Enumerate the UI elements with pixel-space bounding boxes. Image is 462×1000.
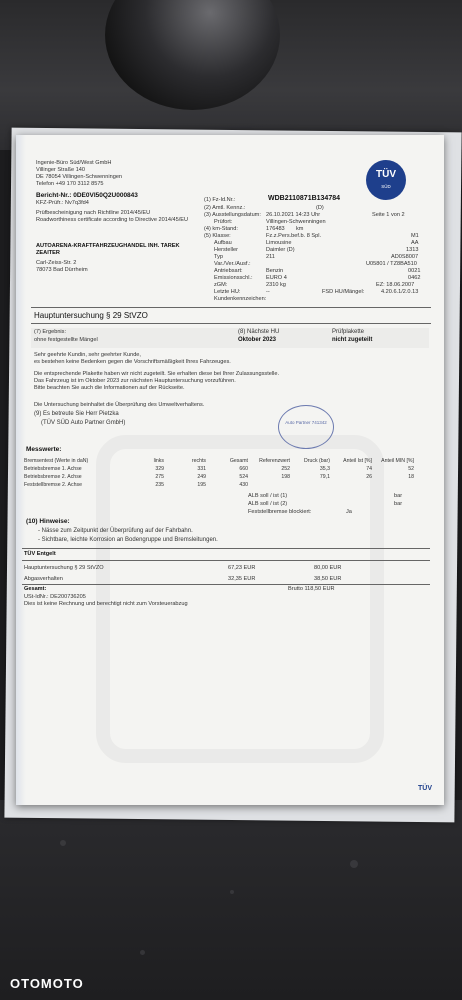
plakette-value: nicht zugeteilt — [332, 337, 373, 343]
emission-value: EURO 4 — [266, 275, 287, 281]
table-cell — [250, 481, 292, 489]
table-cell — [292, 481, 332, 489]
table-header-cell: links — [153, 457, 164, 464]
table-cell: Betriebsbremse 1. Achse — [24, 465, 82, 472]
report-number: Bericht-Nr.: 0DE0VI50Q2U000843 — [36, 192, 138, 199]
entgelt-note: Dies ist keine Rechnung und berechtigt nicht zum Vorsteuerabzug — [24, 601, 188, 607]
fin-value: WDB2110871B134784 — [268, 195, 340, 202]
var-label: Var./Ver./Ausf.: — [214, 261, 251, 267]
betreut-b: (TÜV SÜD Auto Partner GmbH) — [41, 420, 126, 426]
aufbau-label: Aufbau — [214, 240, 232, 246]
issuer-line-1: Ingenie-Büro Süd/West GmbH — [36, 160, 112, 166]
table-header-cell: Bremsentest (Werte in daN) — [24, 457, 89, 464]
table-cell — [332, 481, 374, 489]
owner-line-4: 78073 Bad Dürrheim — [36, 267, 88, 273]
typ-label: Typ — [214, 254, 224, 260]
background-bottom — [0, 800, 462, 1000]
next-hu-label: (8) Nächste HU — [238, 329, 280, 335]
vehicle-right-4: U05801 / TZ8BA510 — [366, 261, 417, 267]
table-cell: 235 — [155, 481, 164, 488]
tuv-sud-logo — [366, 160, 406, 200]
hinweis-item: - Nässe zum Zeitpunkt der Überprüfung auf der Fahrbahn. — [38, 528, 193, 534]
klasse-label: (5) Klasse: — [204, 233, 231, 239]
entgelt-row-net: 67,23 EUR — [228, 565, 256, 571]
letzte-hu-value: -- — [266, 289, 270, 295]
feststell-label: Feststellbremse blockiert: — [248, 509, 312, 515]
vehicle-right-9: 4.20.6.1/2.0.13 — [381, 289, 419, 295]
antrieb-label: Antriebsart: — [214, 268, 243, 274]
owner-line-1: AUTOARENA-KRAFTFAHRZEUGHANDEL INH. TAREK — [36, 243, 180, 249]
inspection-stamp — [278, 405, 334, 449]
issuer-line-3: DE 78054 Villingen-Schwenningen — [36, 174, 123, 180]
table-cell: 26 — [366, 473, 372, 480]
table-cell: 79,1 — [319, 473, 330, 480]
hinweis-item: - Sichtbare, leichte Korrosion an Bodengruppe und Bremsleitungen. — [38, 537, 218, 543]
zgm-value: 2310 kg — [266, 282, 286, 288]
unit-bar-1: bar — [394, 493, 403, 499]
date-value: 26.10.2021 14:23 Uhr — [266, 212, 321, 218]
kunden-label: Kundenkennzeichen: — [214, 296, 267, 302]
table-cell: Betriebsbremse 2. Achse — [24, 473, 82, 480]
table-cell: 18 — [408, 473, 414, 480]
vehicle-right-2: 1313 — [406, 247, 419, 253]
issuer-line-2: Villinger Straße 140 — [36, 167, 86, 173]
entgelt-row-gross: 80,00 EUR — [314, 565, 342, 571]
vehicle-right-1: AA — [411, 240, 419, 246]
table-cell: 249 — [197, 473, 206, 480]
vehicle-right-6: 0462 — [408, 275, 421, 281]
directive-en: Roadworthiness certificate according to Directive 2014/45/EU — [36, 217, 189, 223]
table-header-cell: Anteil MIN [%] — [381, 457, 414, 464]
letter-p3: Die Untersuchung beinhaltet die Überprüfung des Umweltverhaltens. — [34, 402, 205, 408]
fin-label: (1) Fz-Id.Nr.: — [204, 197, 236, 203]
table-header-cell: rechts — [191, 457, 206, 464]
zgm-label: zGM: — [214, 282, 228, 288]
entgelt-row-net: 32,35 EUR — [228, 576, 256, 582]
divider — [31, 307, 431, 308]
alb-1: ALB soll / ist (1) — [248, 493, 288, 499]
amtl-label: (2) Amtl. Kennz.: — [204, 205, 246, 211]
stamp-text: Auto Partner 741342 — [285, 420, 327, 425]
betreut-a: (9) Es betreute Sie Herr Pietzka — [34, 411, 119, 417]
table-cell: 195 — [197, 481, 206, 488]
hersteller-label: Hersteller — [214, 247, 238, 253]
prufort-label: Prüfort: — [214, 219, 233, 225]
amtl-value: (D) — [316, 205, 324, 211]
date-label: (3) Ausstellungsdatum: — [204, 212, 261, 218]
table-cell: 660 — [239, 465, 248, 472]
tuv-report-document — [16, 135, 444, 805]
table-cell: Feststellbremse 2. Achse — [24, 481, 82, 488]
vehicle-right-7: EZ: 18.06.2007 — [376, 282, 415, 288]
antrieb-value: Benzin — [266, 268, 284, 274]
owner-line-3: Carl-Zeiss-Str. 2 — [36, 260, 77, 266]
letter-p2a: Die entsprechende Plakette haben wir nicht zugeteilt. Sie erhalten diese bei Ihrer Zulassungsstelle. — [34, 371, 280, 377]
km-unit: km — [296, 226, 304, 232]
aufbau-value: Limousine — [266, 240, 292, 246]
kfz-prufer: KFZ-Prüfr.: Nv7q3fd4 — [36, 200, 89, 206]
table-cell: 74 — [366, 465, 372, 472]
letter-p2c: Bitte beachten Sie auch die Informationen auf der Rückseite. — [34, 385, 185, 391]
letter-p2b: Das Fahrzeug ist im Oktober 2023 zur nächsten Hauptuntersuchung vorzuführen. — [34, 378, 236, 384]
tuv-logo-sub: SÜD — [381, 184, 391, 189]
entgelt-title: TÜV Entgelt — [24, 551, 56, 557]
table-cell: 198 — [281, 473, 290, 480]
divider — [22, 560, 430, 561]
table-cell: 331 — [197, 465, 206, 472]
entgelt-row-gross: 38,50 EUR — [314, 576, 342, 582]
owner-line-2: ZEAITER — [36, 250, 60, 256]
table-row — [22, 473, 416, 481]
feststell-value: Ja — [346, 509, 352, 515]
divider — [31, 323, 431, 324]
unit-bar-2: bar — [394, 501, 403, 507]
ust-idnr: USt-IdNr.: DE200736205 — [24, 594, 86, 600]
plakette-label: Prüfplakette — [332, 329, 365, 335]
prufort-value: Villingen-Schwenningen — [266, 219, 326, 225]
entgelt-row-label: Abgasverhalten — [24, 576, 63, 582]
tuv-footer-logo: TÜV — [418, 785, 432, 792]
tuv-logo-text: TÜV — [376, 169, 396, 180]
letzte-hu-label: Letzte HU: — [214, 289, 241, 295]
divider — [22, 548, 430, 549]
page-indicator: Seite 1 von 2 — [372, 212, 405, 218]
table-cell: 275 — [155, 473, 164, 480]
directive-de: Prüfbescheinigung nach Richtline 2014/45/EU — [36, 210, 151, 216]
vehicle-right-5: 0021 — [408, 268, 421, 274]
ergebnis-value: ohne festgestellte Mängel — [34, 337, 98, 343]
entgelt-row-label: Hauptuntersuchung § 29 StVZO — [24, 565, 104, 571]
emission-label: Emissionsschl.: — [214, 275, 253, 281]
table-cell: 252 — [281, 465, 290, 472]
table-cell: 430 — [239, 481, 248, 488]
table-cell: 52 — [408, 465, 414, 472]
table-header-cell: Anteil Ist [%] — [343, 457, 372, 464]
letter-p1b: es bestehen keine Bedenken gegen die Vorschriftsmäßigkeit Ihres Fahrzeuges. — [34, 359, 231, 365]
vehicle-right-3: AD0S8007 — [391, 254, 419, 260]
typ-value: 211 — [266, 254, 275, 260]
klasse-value: Fz.z.Pers.bef.b. 8 Spl. — [266, 233, 322, 239]
divider — [22, 584, 430, 585]
gesamt-label: Gesamt: — [24, 586, 47, 592]
issuer-line-4: Telefon +49 170 3112 8575 — [36, 181, 104, 187]
hinweise-title: (10) Hinweise: — [26, 518, 70, 525]
table-header-row — [22, 457, 416, 465]
alb-2: ALB soll / ist (2) — [248, 501, 288, 507]
next-hu-value: Oktober 2023 — [238, 337, 277, 343]
table-cell: 35,3 — [319, 465, 330, 472]
hersteller-value: Daimler (D) — [266, 247, 295, 253]
messwerte-title: Messwerte: — [26, 446, 62, 453]
table-header-cell: Gesamt — [229, 457, 248, 464]
vehicle-right-8: FSD HU/Mängel: — [322, 289, 365, 295]
table-row — [22, 481, 416, 489]
otomoto-watermark: OTOMOTO — [10, 976, 84, 991]
hu-title: Hauptuntersuchung § 29 StVZO — [34, 311, 148, 320]
ergebnis-label: (7) Ergebnis: — [34, 329, 67, 335]
brake-test-table — [22, 457, 416, 489]
table-header-cell: Referenzwert — [259, 457, 290, 464]
km-label: (4) km-Stand: — [204, 226, 238, 232]
table-row — [22, 465, 416, 473]
km-value: 176483 — [266, 226, 285, 232]
vehicle-right-0: M1 — [411, 233, 419, 239]
gesamt-value: Brutto 118,50 EUR — [288, 586, 335, 592]
table-cell — [374, 481, 416, 489]
table-cell: 524 — [239, 473, 248, 480]
letter-p1a: Sehr geehrte Kundin, sehr geehrter Kunde, — [34, 352, 141, 358]
table-cell: 329 — [155, 465, 164, 472]
table-header-cell: Druck (bar) — [304, 457, 330, 464]
